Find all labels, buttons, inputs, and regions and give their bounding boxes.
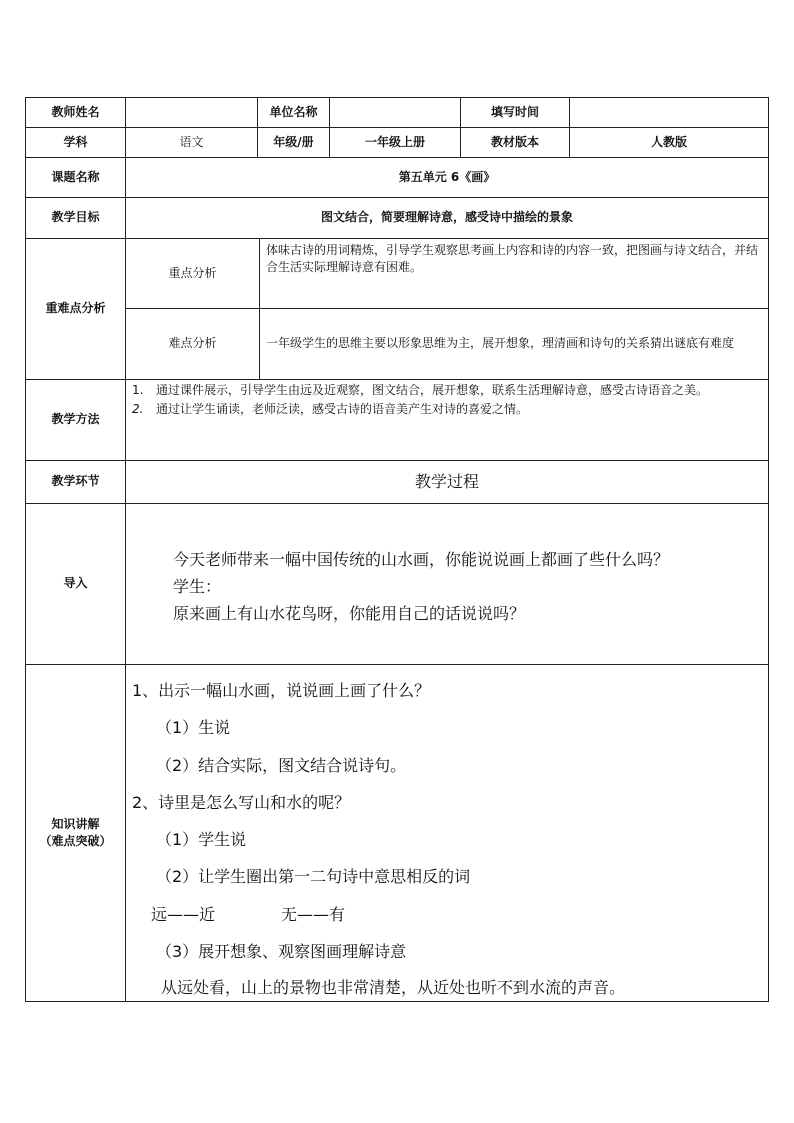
teacher-name-label: 教师姓名: [25, 97, 126, 128]
knowledge-line-5: （1）学生说: [156, 830, 247, 849]
grade-value: 一年级上册: [329, 127, 461, 158]
key-difficult-label: 重难点分析: [25, 238, 126, 380]
topic-label: 课题名称: [25, 157, 126, 198]
method-1-number: 1.: [132, 383, 144, 397]
methods-content: [125, 379, 769, 461]
knowledge-line-9: 从远处看，山上的景物也非常清楚，从近处也听不到水流的声音。: [161, 978, 626, 997]
intro-line-1: 今天老师带来一幅中国传统的山水画，你能说说画上都画了些什么吗？: [173, 550, 670, 569]
knowledge-line-4: 2、诗里是怎么写山和水的呢？: [132, 793, 351, 812]
intro-line-3: 原来画上有山水花鸟呀，你能用自己的话说说吗？: [173, 604, 526, 623]
lesson-plan-table: [25, 97, 769, 1002]
textbook-value: 人教版: [569, 127, 769, 158]
teacher-name-value: [125, 97, 258, 128]
knowledge-label-line2: （难点突破）: [39, 834, 112, 848]
fill-date-label: 填写时间: [460, 97, 570, 128]
difficult-analysis-label: 难点分析: [125, 308, 260, 380]
knowledge-line-3: （2）结合实际，图文结合说诗句。: [156, 756, 407, 775]
unit-name-label: 单位名称: [257, 97, 330, 128]
subject-label: 学科: [25, 127, 126, 158]
fill-date-value: [569, 97, 769, 128]
process-header: 教学过程: [125, 460, 769, 504]
knowledge-label-line1: 知识讲解: [51, 816, 100, 831]
method-1-text: 通过课件展示，引导学生由远及近观察，图文结合，展开想象，联系生活理解诗意，感受古诗语音之美。: [156, 383, 709, 397]
key-analysis-label: 重点分析: [125, 238, 260, 309]
knowledge-line-7b: 无——有: [281, 905, 346, 924]
grade-label: 年级/册: [257, 127, 330, 158]
textbook-label: 教材版本: [460, 127, 570, 158]
subject-value: 语文: [125, 127, 258, 158]
methods-label: 教学方法: [25, 379, 126, 461]
unit-name-value: [329, 97, 461, 128]
method-2-text: 通过让学生诵读，老师泛读，感受古诗的语音美产生对诗的喜爱之情。: [156, 402, 529, 417]
knowledge-line-2: （1）生说: [156, 718, 231, 737]
method-2-number: 2.: [132, 402, 144, 417]
knowledge-line-1: 1、出示一幅山水画，说说画上画了什么？: [132, 681, 431, 700]
topic-value: 第五单元 6《画》: [125, 157, 769, 198]
knowledge-line-6: （2）让学生圈出第一二句诗中意思相反的词: [156, 867, 471, 886]
goal-label: 教学目标: [25, 197, 126, 239]
knowledge-line-8: （3）展开想象、观察图画理解诗意: [156, 942, 407, 961]
process-step-label: 教学环节: [25, 460, 126, 504]
knowledge-line-7a: 远——近: [151, 905, 216, 924]
key-analysis-text: 体味古诗的用词精炼，引导学生观察思考画上内容和诗的内容一致，把图画与诗文结合，并结合生活实际理解诗意有困难。: [259, 238, 769, 309]
goal-value: 图文结合，简要理解诗意，感受诗中描绘的景象: [125, 197, 769, 239]
intro-label: 导入: [25, 503, 126, 665]
intro-line-2: 学生：: [173, 577, 222, 596]
knowledge-label: [25, 664, 126, 1002]
difficult-analysis-text: 一年级学生的思维主要以形象思维为主，展开想象，理清画和诗句的关系猜出谜底有难度: [259, 308, 769, 380]
intro-content: [125, 503, 769, 665]
